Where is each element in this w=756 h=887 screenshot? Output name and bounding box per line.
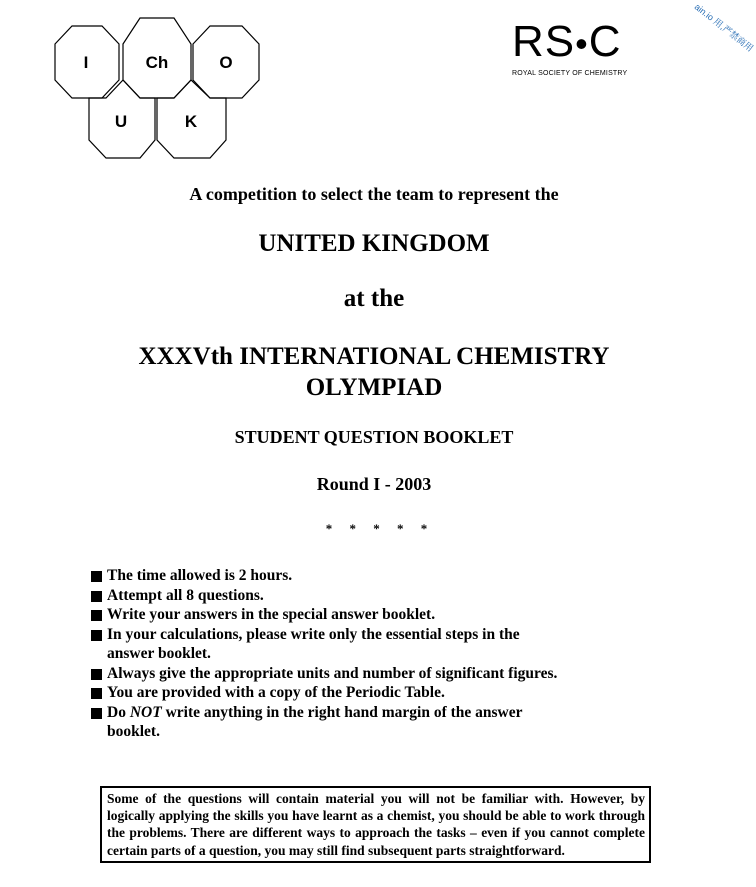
country-heading: UNITED KINGDOM — [258, 230, 490, 257]
olympiad-title-line1: XXXVth INTERNATIONAL CHEMISTRY — [138, 343, 610, 370]
square-bullet-icon — [91, 610, 102, 621]
olympiad-title — [0, 341, 748, 403]
hex-label-ch: Ch — [145, 53, 169, 72]
instruction-suffix: write anything in the right hand margin of the answer booklet. — [107, 703, 523, 740]
at-the-heading: at the — [343, 285, 405, 312]
notice-box: Some of the questions will contain material you will not be familiar with. However, by logically applying the skills you have learnt as a chemist, you should be able to work through the problems. There are different ways to approach the tasks – even if you cannot complete certain parts of a question, you may still find subsequent parts straightforward. — [100, 786, 651, 863]
instruction-text: Attempt all 8 questions. — [107, 586, 264, 604]
star-separator: * * * * * — [325, 521, 435, 536]
square-bullet-icon — [91, 630, 102, 641]
instruction-item — [90, 605, 560, 625]
square-bullet-icon — [91, 708, 102, 719]
rsc-mark-left: RS — [512, 17, 576, 66]
rsc-mark-right: C — [588, 17, 622, 66]
hex-label-o: O — [219, 53, 233, 72]
instruction-text: You are provided with a copy of the Periodic Table. — [107, 684, 445, 701]
instruction-text: The time allowed is 2 hours. — [107, 567, 293, 584]
instruction-item — [90, 664, 560, 684]
hex-label-u: U — [114, 112, 128, 131]
hex-label-i: I — [83, 53, 89, 72]
instruction-item — [90, 683, 560, 703]
rsc-logo-mark — [512, 17, 662, 66]
hex-label-k: K — [184, 112, 198, 131]
instruction-text: Always give the appropriate units and number of significant figures. — [107, 664, 558, 682]
instruction-text: Write your answers in the special answer booklet. — [107, 606, 436, 623]
instruction-item — [90, 566, 560, 586]
square-bullet-icon — [91, 571, 102, 582]
rsc-dot-icon: • — [575, 23, 589, 64]
instruction-emphasis: NOT — [129, 703, 162, 721]
corner-watermark: ain.io 用,严禁商用 — [692, 1, 756, 54]
square-bullet-icon — [91, 669, 102, 680]
square-bullet-icon — [91, 688, 102, 699]
instruction-item — [90, 625, 560, 664]
icho-uk-hexagon-logo — [0, 0, 280, 170]
square-bullet-icon — [91, 591, 102, 602]
instruction-text: In your calculations, please write only the essential steps in the answer booklet. — [107, 625, 520, 662]
intro-line: A competition to select the team to represent the — [189, 184, 559, 204]
olympiad-title-line2: OLYMPIAD — [305, 374, 443, 401]
instruction-item — [90, 703, 560, 742]
instruction-item — [90, 586, 560, 606]
instruction-prefix: Do — [107, 703, 130, 721]
rsc-logo — [512, 17, 662, 77]
instructions-list — [90, 566, 560, 742]
rsc-tagline: ROYAL SOCIETY OF CHEMISTRY — [512, 70, 628, 77]
round-title: Round I - 2003 — [316, 474, 432, 494]
booklet-title: STUDENT QUESTION BOOKLET — [234, 427, 514, 447]
